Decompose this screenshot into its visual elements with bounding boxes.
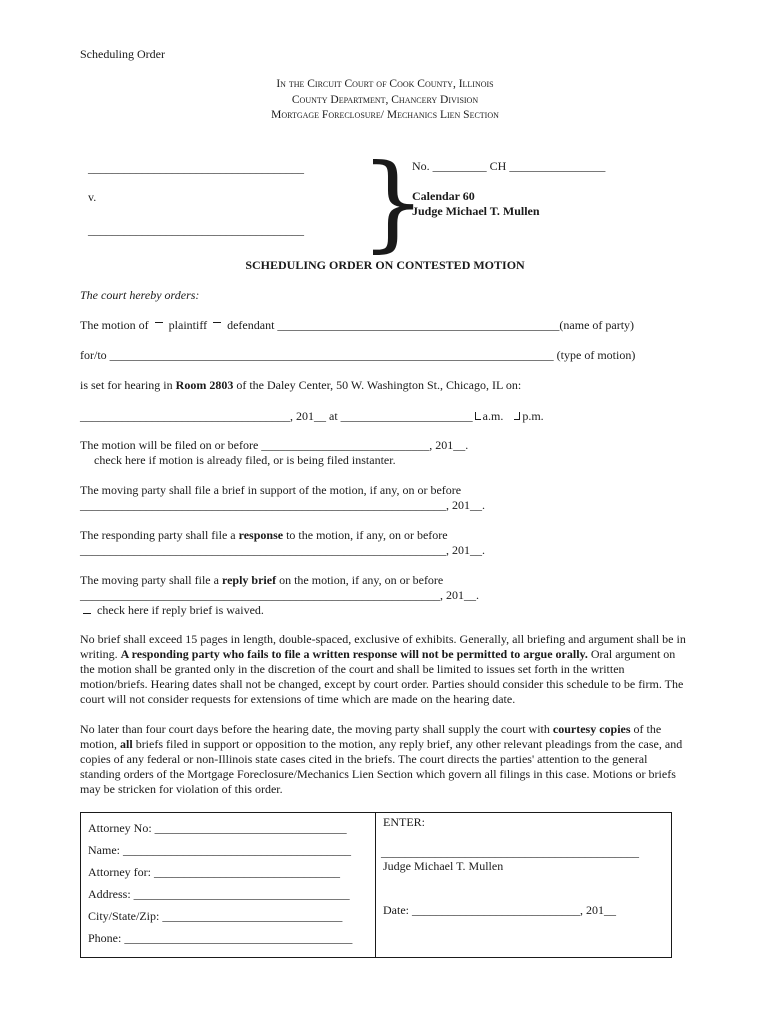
courtesy-bold-2: all bbox=[120, 737, 133, 751]
party-name-blank[interactable]: _______________________________________________ bbox=[277, 318, 560, 332]
motion-prefix: The motion of bbox=[80, 318, 149, 332]
caption-brace: } bbox=[360, 141, 427, 263]
attorney-name-field[interactable]: Name: ______________________________________ bbox=[88, 843, 351, 857]
signature-box bbox=[80, 812, 672, 958]
city-state-zip-field[interactable]: City/State/Zip: ______________________________ bbox=[88, 909, 343, 923]
reply-suffix: on the motion, if any, on or before bbox=[279, 573, 444, 587]
hearing-time-blank[interactable]: ______________________ bbox=[340, 409, 473, 423]
enter-date-field[interactable]: Date: ____________________________, 201__ bbox=[383, 903, 616, 917]
hearing-date-blank[interactable]: ___________________________________ bbox=[80, 409, 290, 423]
courtesy-text-1: No later than four court days before the hearing date, the moving party shall supply the court with bbox=[80, 722, 550, 736]
forto-prefix: for/to bbox=[80, 348, 107, 362]
case-number[interactable]: No. _________ CH ________________ bbox=[412, 159, 606, 173]
reply-waived-line bbox=[80, 603, 264, 618]
judge-name: Judge Michael T. Mullen bbox=[383, 859, 504, 873]
court-line-2: County Department, Chancery Division bbox=[291, 94, 479, 106]
hearing-date-line bbox=[80, 409, 544, 424]
hearing-suffix: of the Daley Center, 50 W. Washington St., Chicago, IL on: bbox=[236, 378, 522, 392]
reply-bold: reply brief bbox=[221, 573, 277, 587]
briefing-paragraph bbox=[80, 632, 690, 707]
attorney-no-field[interactable]: Attorney No: ________________________________ bbox=[88, 821, 347, 835]
hearing-line bbox=[80, 378, 521, 393]
reply-waived-text: check here if reply brief is waived. bbox=[97, 603, 264, 617]
courtesy-text-2: of the motion, bbox=[80, 722, 662, 751]
motion-suffix: (name of party) bbox=[559, 318, 635, 332]
response-line bbox=[80, 528, 448, 543]
briefing-bold: A responding party who fails to file a written response will not be permitted to argue orally. bbox=[120, 647, 588, 661]
motion-type-blank[interactable]: __________________________________________________________________________ bbox=[109, 348, 554, 362]
calendar-label: Calendar 60 bbox=[412, 189, 475, 203]
enter-label: ENTER: bbox=[383, 815, 425, 829]
party-blank-1[interactable]: ____________________________________ bbox=[88, 161, 304, 175]
plaintiff-label: plaintiff bbox=[168, 318, 208, 332]
judge-signature-line[interactable]: ___________________________________________ bbox=[381, 845, 639, 859]
attorney-for-field[interactable]: Attorney for: _______________________________ bbox=[88, 865, 340, 879]
briefing-text-1: No brief shall exceed 15 pages in length, double-spaced, exclusive of exhibits. Generally, all briefing and argument shall be in writing. bbox=[80, 632, 686, 661]
am-label: a.m. bbox=[482, 409, 504, 423]
reply-prefix: The moving party shall file a bbox=[80, 573, 219, 587]
response-suffix: to the motion, if any, on or before bbox=[286, 528, 448, 542]
reply-blank[interactable]: ____________________________________________________________, 201__. bbox=[80, 588, 479, 602]
box-divider bbox=[375, 813, 376, 957]
reply-line bbox=[80, 573, 443, 588]
address-field[interactable]: Address: ____________________________________ bbox=[88, 887, 350, 901]
hearing-prefix: is set for hearing in bbox=[80, 378, 173, 392]
document-title: SCHEDULING ORDER ON CONTESTED MOTION bbox=[245, 258, 525, 272]
forto-line bbox=[80, 348, 635, 363]
court-line-1: In the Circuit Court of Cook County, Illinois bbox=[276, 78, 494, 90]
forto-suffix: (type of motion) bbox=[556, 348, 636, 362]
am-checkbox[interactable] bbox=[475, 412, 481, 420]
motion-line bbox=[80, 318, 634, 333]
response-blank[interactable]: _____________________________________________________________, 201__. bbox=[80, 543, 485, 557]
brief-blank[interactable]: _____________________________________________________________, 201__. bbox=[80, 498, 485, 512]
party-blank-2[interactable]: ____________________________________ bbox=[88, 223, 304, 237]
hearing-room: Room 2803 bbox=[175, 378, 234, 392]
courtesy-bold-1: courtesy copies bbox=[552, 722, 631, 736]
defendant-label: defendant bbox=[227, 318, 275, 332]
response-bold: response bbox=[238, 528, 284, 542]
header-label: Scheduling Order bbox=[80, 47, 165, 61]
judge-label: Judge Michael T. Mullen bbox=[412, 204, 540, 218]
courtesy-text-3: briefs filed in support or opposition to the motion, any reply brief, any other relevant pleadings from the case, and copies of any federal or non-Illinois state cases cited in the briefs. The court directs the parties' attention to the general standing orders of the Mortgage Foreclosure/Mechanics Lien Section which govern all filings in this case. Motions or briefs may be stricken for violation of this order. bbox=[80, 737, 683, 796]
courtesy-paragraph bbox=[80, 722, 690, 797]
hearing-year: , 201__ at bbox=[290, 409, 338, 423]
pm-label: p.m. bbox=[522, 409, 544, 423]
filed-check-text[interactable]: check here if motion is already filed, or is being filed instanter. bbox=[94, 453, 396, 467]
plaintiff-checkbox[interactable] bbox=[155, 322, 163, 329]
response-prefix: The responding party shall file a bbox=[80, 528, 236, 542]
pm-checkbox[interactable] bbox=[514, 412, 520, 420]
reply-waived-checkbox[interactable] bbox=[83, 605, 91, 614]
brief-line: The moving party shall file a brief in support of the motion, if any, on or before bbox=[80, 483, 462, 497]
versus-label: v. bbox=[88, 190, 97, 204]
briefing-text-2: Oral argument on the motion shall be granted only in the discretion of the court and shall be limited to issues set forth in the written motion/briefs. Hearing dates shall not be changed, except by court order. Parties should consider this schedule to be firm. The court will not consider requests for extensions of time which are made on the hearing date. bbox=[80, 647, 684, 706]
phone-field[interactable]: Phone: ______________________________________ bbox=[88, 931, 353, 945]
defendant-checkbox[interactable] bbox=[213, 322, 221, 329]
filed-line[interactable]: The motion will be filed on or before ____________________________, 201__. bbox=[80, 438, 469, 452]
intro-text: The court hereby orders: bbox=[80, 288, 200, 302]
court-line-3: Mortgage Foreclosure/ Mechanics Lien Section bbox=[271, 109, 499, 121]
